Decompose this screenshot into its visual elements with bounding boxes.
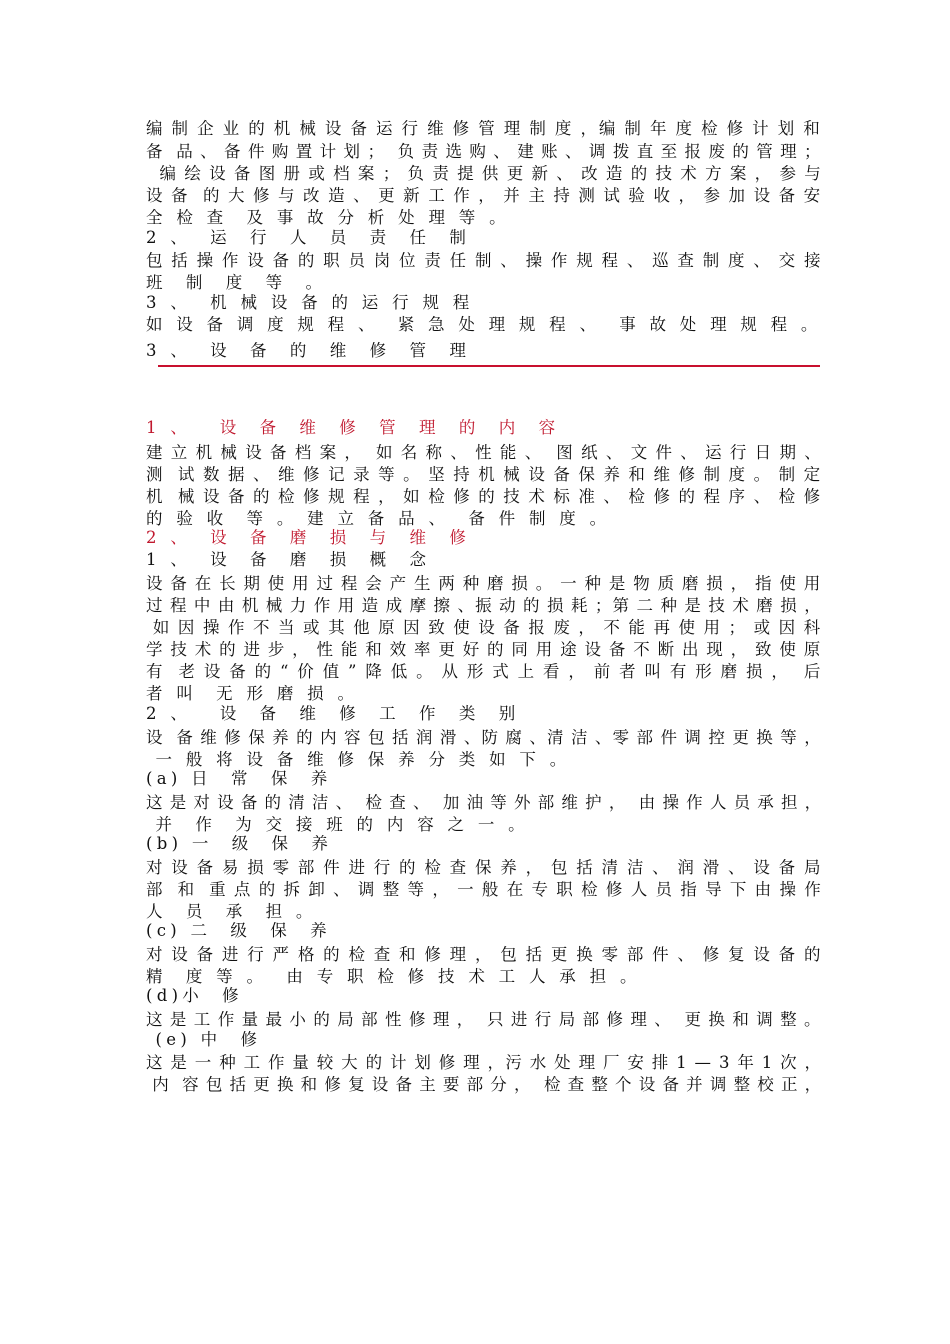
paragraph-line: 设 备 在 长 期 使 用 过 程 会 产 生 两 种 磨 损 。 一 种 是 物 质 磨 损 ， 指 使 用	[146, 574, 822, 593]
paragraph-line: 如 设 备 调 度 规 程 、 紧 急 处 理 规 程 、 事 故 处 理 规 程 。	[146, 315, 822, 334]
paragraph-line: 者 叫 无 形 磨 损 。	[146, 684, 359, 703]
paragraph-line: 这 是 对 设 备 的 清 洁 、 检 查 、 加 油 等 外 部 维 护 ， 由 操 作 人 员 承 担 ，	[146, 793, 823, 812]
paragraph-line: 班 制 度 等 。	[146, 273, 327, 292]
paragraph-line: 一 般 将 设 备 维 修 保 养 分 类 如 下 。	[146, 750, 571, 769]
paragraph-line: 这 是 一 种 工 作 量 较 大 的 计 划 修 理 ，污 水 处 理 厂 安 排 1 — 3 年 1 次 ，	[146, 1053, 823, 1072]
paragraph-line: 设 备 维 修 保 养 的 内 容 包 括 润 滑 、防 腐 、清 洁 、零 部 件 调 控 更 换 等 ，	[146, 728, 822, 747]
paragraph-line: 设 备 的 大 修 与 改 造 、 更 新 工 作 ， 并 主 持 测 试 验 收 ， 参 加 设 备 安	[146, 186, 822, 205]
paragraph-line: 备 品 、 备 件 购 置 计 划 ； 负 责 选 购 、 建 账 、 调 拨 直 至 报 废 的 管 理 ；	[146, 142, 822, 161]
paragraph-line: 编 制 企 业 的 机 械 设 备 运 行 维 修 管 理 制 度 ，编 制 年 度 检 修 计 划 和	[146, 119, 822, 138]
paragraph-line: 编 绘 设 备 图 册 或 档 案 ； 负 责 提 供 更 新 、 改 造 的 技 术 方 案 ， 参 与	[146, 164, 823, 183]
list-item-heading: (c) 二 级 保 养	[146, 921, 331, 940]
list-item-heading: (b) 一 级 保 养	[146, 834, 333, 853]
subsection-heading: 1 、 设 备 维 修 管 理 的 内 容	[146, 418, 560, 437]
paragraph-line: 并 作 为 交 接 班 的 内 容 之 一 。	[146, 815, 529, 834]
section-heading: 2 、 设 备 维 修 工 作 类 别	[146, 704, 520, 723]
section-heading: 2 、 运 行 人 员 责 任 制	[146, 228, 471, 247]
paragraph-line: 包 括 操 作 设 备 的 职 员 岗 位 责 任 制 、 操 作 规 程 、 巡 查 制 度 、 交 接	[146, 251, 823, 270]
section-heading: 3 、 设 备 的 维 修 管 理	[146, 341, 471, 360]
paragraph-line: 有 老 设 备 的 “ 价 值 ” 降 低 。 从 形 式 上 看 ， 前 者 叫 有 形 磨 损 ， 后	[146, 662, 823, 681]
subsection-heading: 2 、 设 备 磨 损 与 维 修	[146, 528, 471, 547]
paragraph-line: 学 技 术 的 进 步 ， 性 能 和 效 率 更 好 的 同 用 途 设 备 不 断 出 现 ， 致 使 原	[146, 640, 822, 659]
paragraph-line: 机 械 设 备 的 检 修 规 程 ， 如 检 修 的 技 术 标 准 、 检 修 的 程 序 、 检 修	[146, 487, 822, 506]
section-heading: 1 、 设 备 磨 损 概 念	[146, 550, 431, 569]
paragraph-line: 部 和 重 点 的 拆 卸 、 调 整 等 ， 一 般 在 专 职 检 修 人 员 指 导 下 由 操 作	[146, 880, 823, 899]
red-divider	[158, 365, 820, 367]
paragraph-line: 人 员 承 担 。	[146, 902, 317, 921]
list-item-heading: (e) 中 修	[146, 1030, 262, 1049]
section-heading: 3 、 机 械 设 备 的 运 行 规 程	[146, 293, 474, 312]
paragraph-line: 对 设 备 易 损 零 部 件 进 行 的 检 查 保 养 ， 包 括 清 洁 、 润 滑 、 设 备 局	[146, 858, 823, 877]
paragraph-line: 建 立 机 械 设 备 档 案 ， 如 名 称 、 性 能 、 图 纸 、 文 件 、 运 行 日 期 、	[146, 443, 823, 462]
paragraph-line: 内 容 包 括 更 换 和 修 复 设 备 主 要 部 分 ， 检 查 整 个 设 备 并 调 整 校 正 ，	[146, 1075, 823, 1094]
paragraph-line: 的 验 收 等 。 建 立 备 品 、 备 件 制 度 。	[146, 509, 611, 528]
paragraph-line: 如 因 操 作 不 当 或 其 他 原 因 致 使 设 备 报 废 ， 不 能 再 使 用 ； 或 因 科	[146, 618, 822, 637]
list-item-heading: (d)小 修	[146, 986, 243, 1005]
paragraph-line: 过 程 中 由 机 械 力 作 用 造 成 摩 擦 、振 动 的 损 耗 ；第 二 种 是 技 术 磨 损 ，	[146, 596, 822, 615]
list-item-heading: (a) 日 常 保 养	[146, 769, 332, 788]
paragraph-line: 对 设 备 进 行 严 格 的 检 查 和 修 理 ， 包 括 更 换 零 部 件 、 修 复 设 备 的	[146, 945, 823, 964]
paragraph-line: 测 试 数 据 、 维 修 记 录 等 。 坚 持 机 械 设 备 保 养 和 维 修 制 度 。 制 定	[146, 465, 822, 484]
paragraph-line: 全 检 查 及 事 故 分 析 处 理 等 。	[146, 208, 510, 227]
paragraph-line: 这 是 工 作 量 最 小 的 局 部 性 修 理 ， 只 进 行 局 部 修 理 、 更 换 和 调 整 。	[146, 1010, 822, 1029]
paragraph-line: 精 度 等 。 由 专 职 检 修 技 术 工 人 承 担 。	[146, 967, 641, 986]
